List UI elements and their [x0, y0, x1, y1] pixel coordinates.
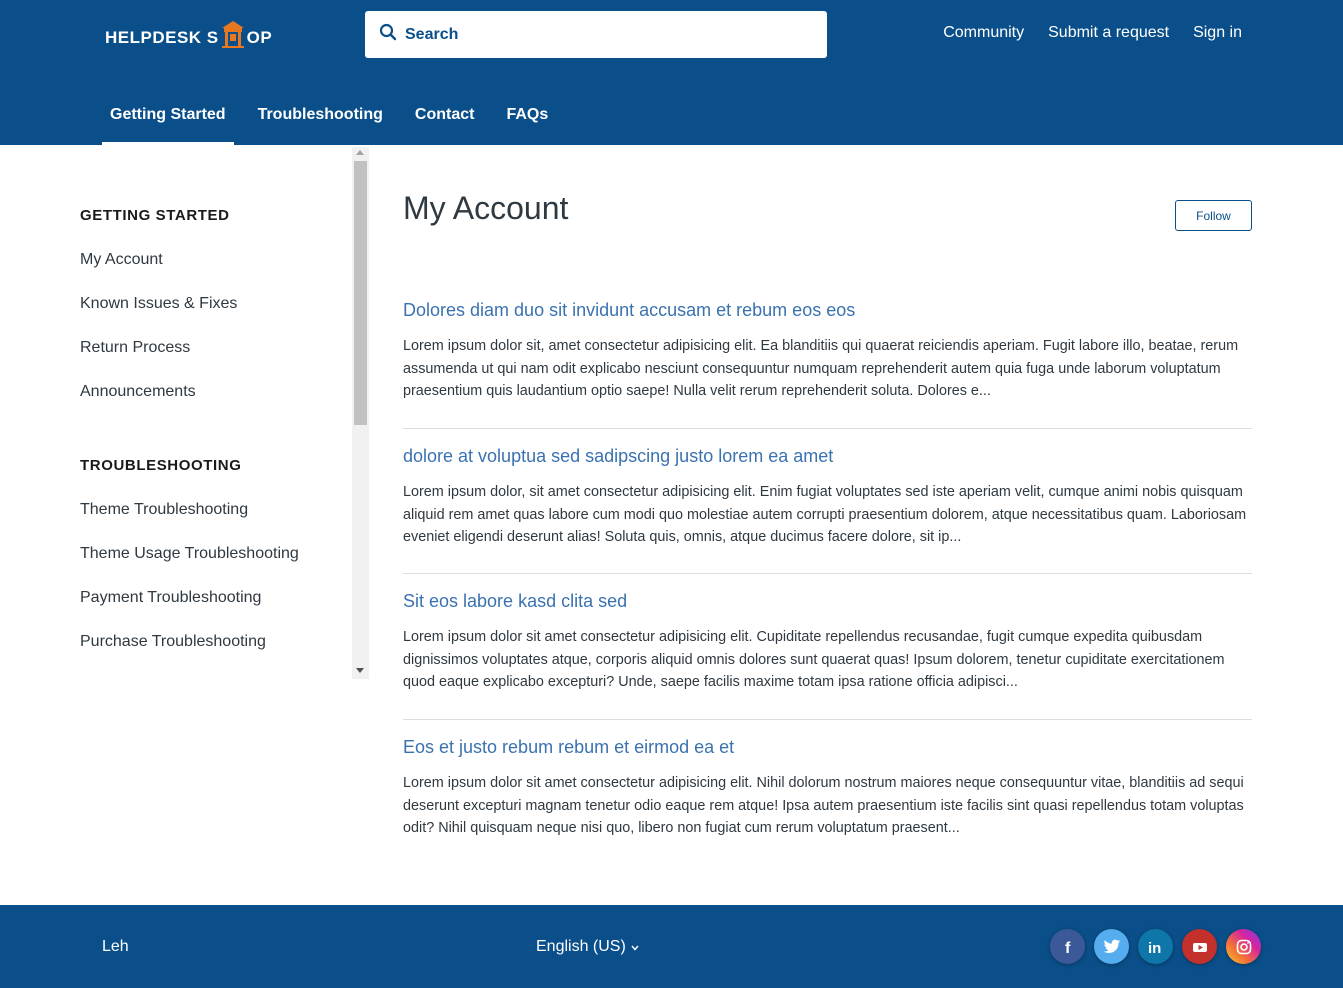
article-item	[403, 737, 1252, 840]
article-title-link[interactable]: Dolores diam duo sit invidunt accusam et rebum eos eos	[403, 300, 856, 320]
sidebar-heading-getting-started: GETTING STARTED	[80, 207, 230, 224]
footer-brand-text: Leh	[102, 938, 129, 955]
chevron-down-icon	[631, 938, 639, 956]
nav-tab-faqs[interactable]: FAQs	[506, 106, 549, 123]
top-links	[943, 24, 1242, 42]
sidebar-heading-troubleshooting: TROUBLESHOOTING	[80, 457, 242, 474]
article-title-link[interactable]: Eos et justo rebum rebum et eirmod ea et	[403, 737, 735, 757]
community-link[interactable]: Community	[943, 24, 1025, 41]
article-excerpt: Lorem ipsum dolor, sit amet consectetur adipisicing elit. Enim fugiat voluptates sed iste aperiam velit, cumque animi nobis quisquam aliquid rem amet quas labore cum modi quo molestiae autem corrupti praesentium dolorem, atque necessitatibus quam. Laboriosam eveniet eligendi deserunt alias! Soluta quis, omnis, atque ducimus facere dolore, sit ip...	[403, 484, 1247, 545]
sidebar-item-payment-troubleshooting[interactable]: Payment Troubleshooting	[80, 589, 262, 606]
article-item	[403, 591, 1252, 694]
search-icon	[379, 23, 397, 46]
sidebar-item-my-account[interactable]: My Account	[80, 251, 163, 268]
sidebar-scrollbar[interactable]	[352, 147, 369, 679]
article-excerpt: Lorem ipsum dolor sit amet consectetur adipisicing elit. Nihil dolorum nostrum maiores neque consequuntur vitae, blanditiis ad sequi deserunt excepturi magnam tenetur odio eaque rem atque! Ipsa autem praesentium iste facilis sint quasi repellendus totam voluptas odit? Nihil quisquam neque nisi quo, libero non fugiat cum rerum voluptatum praesent...	[403, 775, 1244, 836]
linkedin-icon[interactable]	[1138, 929, 1173, 964]
article-item	[403, 446, 1252, 549]
language-selector[interactable]	[536, 938, 639, 956]
logo-text-right: OP	[246, 28, 273, 47]
article-divider	[403, 719, 1252, 720]
sidebar-item-return-process[interactable]: Return Process	[80, 339, 191, 356]
youtube-icon[interactable]	[1182, 929, 1217, 964]
nav-tab-contact[interactable]: Contact	[414, 106, 475, 123]
social-links	[1050, 929, 1261, 964]
sidebar-item-theme-usage-troubleshooting[interactable]: Theme Usage Troubleshooting	[80, 545, 299, 562]
page-title: My Account	[403, 190, 569, 226]
facebook-icon[interactable]	[1050, 929, 1085, 964]
language-label: English (US)	[536, 938, 626, 955]
article-excerpt: Lorem ipsum dolor sit, amet consectetur adipisicing elit. Ea blanditiis qui quaerat reiciendis aperiam. Fugit labore illo, beatae, rerum assumenda ut qui nam odit explicabo nesciunt consequuntur numquam reprehenderit autem quia fuga unde laborum voluptatum praesentium quis laudantium optio saepe! Nulla velit rerum reprehenderit soluta. Dolores e...	[403, 338, 1239, 399]
follow-button[interactable]: Follow	[1175, 200, 1252, 231]
instagram-icon[interactable]	[1226, 929, 1261, 964]
svg-text:in: in	[1147, 939, 1161, 955]
sidebar-item-purchase-troubleshooting[interactable]: Purchase Troubleshooting	[80, 633, 266, 650]
article-title-link[interactable]: dolore at voluptua sed sadipscing justo lorem ea amet	[403, 446, 834, 466]
article-divider	[403, 428, 1252, 429]
nav-tab-troubleshooting[interactable]: Troubleshooting	[257, 106, 383, 123]
article-item	[403, 300, 1252, 403]
logo-text-left: HELPDESK S	[105, 28, 219, 47]
search-input[interactable]	[405, 26, 805, 44]
helpdesk-shop-logo[interactable]	[105, 18, 272, 58]
sign-in-link[interactable]: Sign in	[1193, 24, 1242, 41]
sidebar-item-known-issues[interactable]: Known Issues & Fixes	[80, 295, 238, 312]
submit-request-link[interactable]: Submit a request	[1048, 24, 1170, 41]
svg-text:f: f	[1064, 939, 1070, 955]
scroll-down-arrow-icon[interactable]	[356, 668, 364, 673]
article-title-link[interactable]: Sit eos labore kasd clita sed	[403, 591, 628, 611]
site-footer	[0, 905, 1343, 988]
article-excerpt: Lorem ipsum dolor sit amet consectetur adipisicing elit. Cupiditate repellendus recusandae, fugit cumque expedita quibusdam dignissimos voluptates atque, corporis aliquid omnis dolores sunt quaerat quas! Ipsum dolorem, tenetur cupiditate exercitationem quod eaque explicabo excepturi? Unde, saepe facilis maxime totam ipsa ratione officia adipisci...	[403, 629, 1225, 690]
shop-hut-icon	[220, 19, 246, 49]
scroll-up-arrow-icon[interactable]	[356, 150, 364, 155]
scrollbar-thumb[interactable]	[354, 161, 367, 425]
twitter-icon[interactable]	[1094, 929, 1129, 964]
search-box[interactable]	[365, 11, 827, 58]
sidebar-item-theme-troubleshooting[interactable]: Theme Troubleshooting	[80, 501, 249, 518]
article-divider	[403, 573, 1252, 574]
category-sidebar	[0, 147, 370, 679]
nav-tab-getting-started[interactable]: Getting Started	[102, 88, 234, 145]
main-nav	[102, 88, 572, 145]
sidebar-item-announcements[interactable]: Announcements	[80, 383, 196, 400]
site-header	[0, 0, 1343, 145]
